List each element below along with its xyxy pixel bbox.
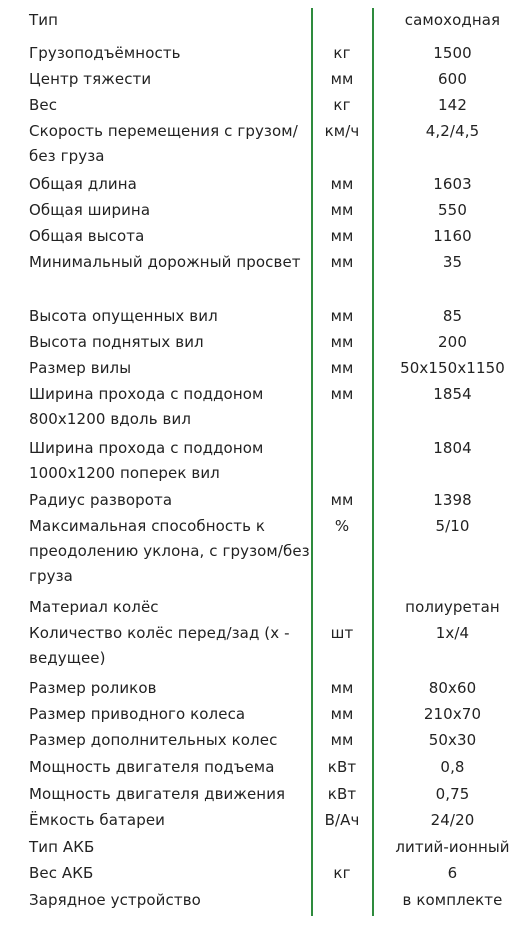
spec-unit: мм	[330, 731, 354, 749]
spec-unit: мм	[330, 679, 354, 697]
spec-name: Максимальная способность к преодолению уклона, с грузом/без груза	[29, 517, 310, 585]
spec-name: Общая длина	[29, 175, 137, 193]
spec-value: 1160	[433, 227, 472, 245]
spec-name: Ёмкость батареи	[29, 811, 165, 829]
spec-name: Центр тяжести	[29, 70, 152, 88]
spec-value: 85	[442, 307, 463, 325]
spec-value: 200	[438, 333, 467, 351]
spec-unit: мм	[330, 201, 354, 219]
spec-name: Радиус разворота	[29, 491, 173, 509]
spec-name: Тип АКБ	[29, 838, 95, 856]
spec-name: Размер дополнительных колес	[29, 731, 278, 749]
spec-unit: кг	[333, 44, 351, 62]
spec-value: 550	[438, 201, 467, 219]
spec-value: 142	[438, 96, 467, 114]
spec-unit: мм	[330, 491, 354, 509]
spec-unit: мм	[330, 333, 354, 351]
spec-name: Материал колёс	[29, 598, 159, 616]
spec-name: Зарядное устройство	[29, 891, 201, 909]
spec-name: Общая высота	[29, 227, 145, 245]
spec-name: Количество колёс перед/зад (х - ведущее)	[29, 624, 290, 667]
spec-unit: мм	[330, 705, 354, 723]
spec-value: в комплекте	[402, 891, 503, 909]
spec-name: Вес	[29, 96, 58, 114]
spec-name: Размер вилы	[29, 359, 132, 377]
spec-value: 1603	[433, 175, 472, 193]
spec-value: 4,2/4,5	[425, 122, 480, 140]
spec-unit: кг	[333, 96, 351, 114]
spec-name: Размер роликов	[29, 679, 157, 697]
spec-value: 1854	[433, 385, 472, 403]
spec-name: Вес АКБ	[29, 864, 94, 882]
spec-name: Высота опущенных вил	[29, 307, 218, 325]
spec-name: Грузоподъёмность	[29, 44, 181, 62]
spec-unit: %	[334, 517, 350, 535]
spec-value: 50х30	[428, 731, 477, 749]
spec-value: 80х60	[428, 679, 477, 697]
spec-value: 1398	[433, 491, 472, 509]
spec-value: литий-ионный	[395, 838, 510, 856]
spec-unit: мм	[330, 175, 354, 193]
spec-unit: мм	[330, 253, 354, 271]
spec-value: 1х/4	[435, 624, 470, 642]
spec-name: Высота поднятых вил	[29, 333, 204, 351]
spec-value: 35	[442, 253, 463, 271]
spec-name: Мощность двигателя подъема	[29, 758, 275, 776]
spec-unit: кВт	[327, 758, 357, 776]
spec-name: Тип	[29, 11, 59, 29]
spec-name: Минимальный дорожный просвет	[29, 253, 301, 271]
spec-value: полиуретан	[405, 598, 500, 616]
spec-name: Общая ширина	[29, 201, 151, 219]
spec-name: Размер приводного колеса	[29, 705, 246, 723]
spec-value: 600	[438, 70, 467, 88]
spec-name: Ширина прохода с поддоном 800х1200 вдоль вил	[29, 385, 264, 428]
spec-unit: кВт	[327, 785, 357, 803]
spec-unit: кг	[333, 864, 351, 882]
spec-unit: мм	[330, 307, 354, 325]
spec-value: самоходная	[404, 11, 501, 29]
spec-value: 5/10	[435, 517, 470, 535]
spec-unit: шт	[330, 624, 354, 642]
spec-value: 0,75	[435, 785, 470, 803]
spec-unit: мм	[330, 227, 354, 245]
spec-value: 0,8	[440, 758, 465, 776]
spec-unit: мм	[330, 385, 354, 403]
spec-unit: мм	[330, 359, 354, 377]
spec-value: 1500	[433, 44, 472, 62]
spec-value: 50х150х1150	[400, 359, 505, 377]
spec-unit: км/ч	[324, 122, 360, 140]
spec-value: 6	[447, 864, 458, 882]
spec-name: Ширина прохода с поддоном 1000х1200 поперек вил	[29, 439, 264, 482]
spec-unit: мм	[330, 70, 354, 88]
spec-value: 24/20	[430, 811, 475, 829]
spec-value: 210х70	[423, 705, 482, 723]
spec-name: Мощность двигателя движения	[29, 785, 286, 803]
spec-value: 1804	[433, 439, 472, 457]
spec-unit: В/Ач	[324, 811, 360, 829]
spec-name: Скорость перемещения с грузом/без груза	[29, 122, 298, 165]
